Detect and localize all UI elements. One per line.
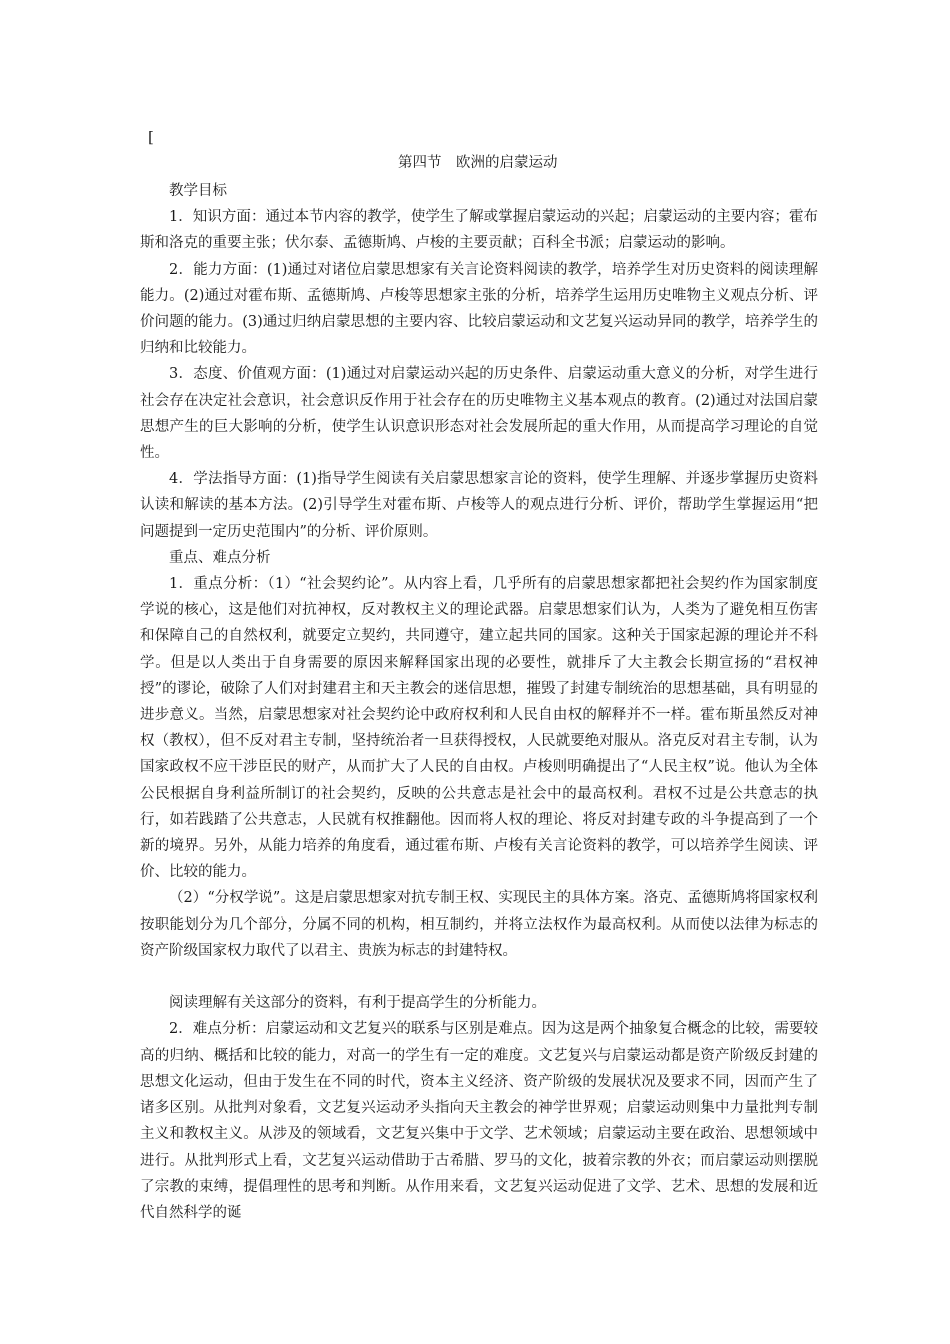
paragraph-difficulty-analysis: 2．难点分析：启蒙运动和文艺复兴的联系与区别是难点。因为这是两个抽象复合概念的比较，需要较高的归纳、概括和比较的能力，对高一的学生有一定的难度。文艺复兴与启蒙运动都是资产阶级反封建的思想文化运动，但由于发生在不同的时代，资本主义经济、资产阶级的发展状况及要求不同，因而产生了诸多区别。从批判对象看，文艺复兴运动矛头指向天主教会的神学世界观；启蒙运动则集中力量批判专制主义和教权主义。从涉及的领域看，文艺复兴集中于文学、艺术领域；启蒙运动主要在政治、思想领域中进行。从批判形式上看，文艺复兴运动借助于古希腊、罗马的文化，披着宗教的外衣；而启蒙运动则摆脱了宗教的束缚，提倡理性的思考和判断。从作用来看，文艺复兴运动促进了文学、艺术、思想的发展和近代自然科学的诞	[140, 1021, 818, 1221]
paragraph-separation-of-powers: （2）“分权学说”。这是启蒙思想家对抗专制王权、实现民主的具体方案。洛克、孟德斯鸠将国家权利按职能划分为几个部分，分属不同的机构，相互制约，并将立法权作为最高权利。从而使以法律为标志的资产阶级国家权力取代了以君主、贵族为标志的封建特权。	[140, 890, 818, 959]
paragraph-ability: 2．能力方面：(1)通过对诸位启蒙思想家有关言论资料阅读的教学，培养学生对历史资料的阅读理解能力。(2)通过对霍布斯、孟德斯鸠、卢梭等思想家主张的分析，培养学生运用历史唯物主义观点分析、评价问题的能力。(3)通过归纳启蒙思想的主要内容、比较启蒙运动和文艺复兴运动异同的教学，培养学生的归纳和比较能力。	[140, 261, 818, 357]
paragraph-reading-note: 阅读理解有关这部分的资料，有利于提高学生的分析能力。	[169, 995, 546, 1012]
document-body	[140, 178, 818, 1226]
heading-key-points: 重点、难点分析	[169, 549, 271, 566]
section-title: 第四节 欧洲的启蒙运动	[398, 155, 558, 171]
heading-teaching-goals: 教学目标	[169, 183, 227, 199]
paragraph-attitude: 3．态度、价值观方面：(1)通过对启蒙运动兴起的历史条件、启蒙运动重大意义的分析，对学生进行社会存在决定社会意识，社会意识反作用于社会存在的历史唯物主义基本观点的教育。(2)通过对法国启蒙思想产生的巨大影响的分析，使学生认识意识形态对社会发展所起的重大作用，从而提高学习理论的自觉性。	[140, 366, 818, 462]
paragraph-key-analysis: 1．重点分析：（1）“社会契约论”。从内容上看，几乎所有的启蒙思想家都把社会契约作为国家制度学说的核心，这是他们对抗神权，反对教权主义的理论武器。启蒙思想家们认为，人类为了避免相互伤害和保障自己的自然权利，就要定立契约，共同遵守，建立起共同的国家。这种关于国家起源的理论并不科学。但是以人类出于自身需要的原因来解释国家出现的必要性，就排斥了大主教会长期宣扬的“君权神授”的谬论，破除了人们对封建君主和天主教会的迷信思想，摧毁了封建专制统治的思想基础，具有明显的进步意义。当然，启蒙思想家对社会契约论中政府权利和人民自由权的解释并不一样。霍布斯虽然反对神权（教权），但不反对君主专制，坚持统治者一旦获得授权，人民就要绝对服从。洛克反对君主专制，认为国家政权不应干涉臣民的财产，从而扩大了人民的自由权。卢梭则明确提出了“人民主权”说。他认为全体公民根据自身利益所制订的社会契约，反映的公共意志是社会中的最高权利。君权不过是公共意志的执行，如若践踏了公共意志，人民就有权推翻他。因而将人权的理论、将反对封建专政的斗争提高到了一个新的境界。另外，从能力培养的角度看，通过霍布斯、卢梭有关言论资料的教学，可以培养学生阅读、评价、比较的能力。	[140, 576, 818, 881]
paragraph-knowledge: 1．知识方面：通过本节内容的教学，使学生了解或掌握启蒙运动的兴起；启蒙运动的主要内容；霍布斯和洛克的重要主张；伏尔泰、孟德斯鸠、卢梭的主要贡献；百科全书派；启蒙运动的影响。	[140, 209, 818, 252]
stray-bracket: [	[148, 128, 154, 146]
paragraph-method: 4．学法指导方面：(1)指导学生阅读有关启蒙思想家言论的资料，使学生理解、并逐步掌握历史资料认读和解读的基本方法。(2)引导学生对霍布斯、卢梭等人的观点进行分析、评价，帮助学生掌握运用“把问题提到一定历史范围内”的分析、评价原则。	[140, 471, 818, 540]
